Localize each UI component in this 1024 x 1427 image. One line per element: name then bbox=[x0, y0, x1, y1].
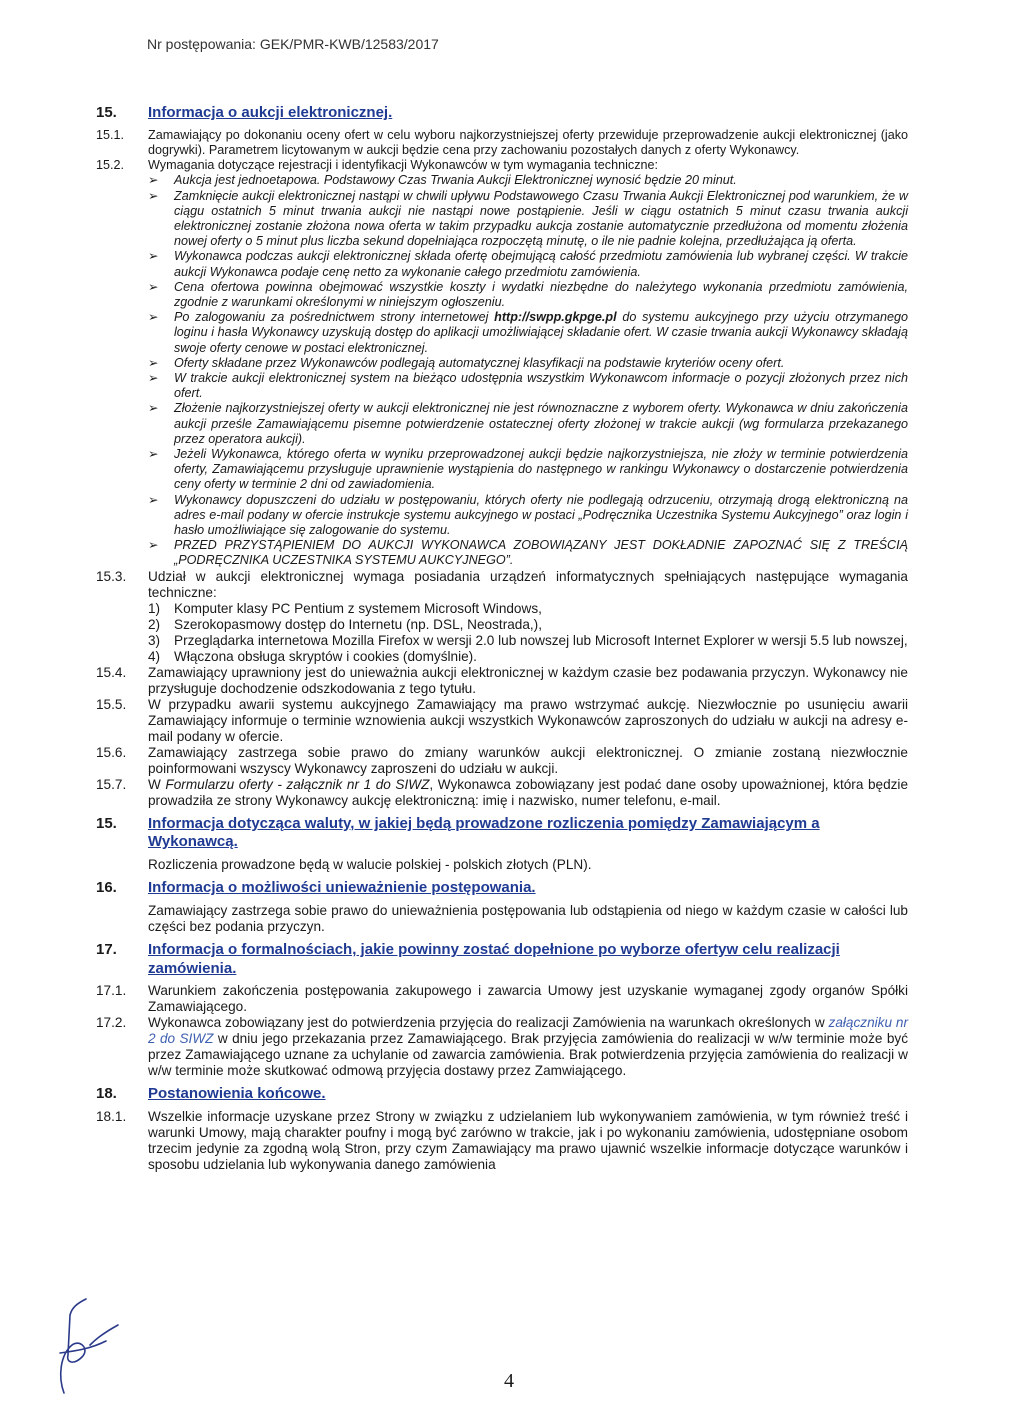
auction-url-link[interactable]: http://swpp.gkpge.pl bbox=[494, 310, 617, 325]
paragraph-text: Zamawiający zastrzega sobie prawo do unieważnienia postępowania lub odstąpienia od niego w każdym czasie w całości lub części bez podania przyczyn. bbox=[148, 902, 908, 934]
paragraph-text: Warunkiem zakończenia postępowania zakupowego i zawarcia Umowy jest uzyskanie wymaganej zgody organów Spółki Zamawiającego. bbox=[148, 983, 908, 1015]
list-item: ➢ Cena ofertowa powinna obejmować wszystkie koszty i wydatki niezbędne do należytego wykonania przedmiotu zamówienia, zgodnie z warunkami określonymi w niniejszym ogłoszeniu. bbox=[148, 279, 908, 309]
paragraph-text: Zamawiający po dokonaniu oceny ofert w celu wyboru najkorzystniejszej oferty przewiduje przeprowadzenie aukcji elektronicznej (jako dogrywki). Parametrem licytowanym w aukcji będzie cena przy zachowaniu pozostałych danych z oferty Wykonawcy. bbox=[148, 127, 908, 157]
list-item: ➢ Zamknięcie aukcji elektronicznej nastąpi w chwili upływu Podstawowego Czasu Trwania Aukcji Elektronicznej pod warunkiem, że w ciągu ostatnich 5 minut trwania aukcji nie nastąpi nowe postąpienie. Jeśli w ciągu ostatnich 5 minut czasu trwania aukcji elektronicznej zostanie złożona nowa oferta w takim przypadku aukcja zostanie automatycznie przedłużona od momentu złożenia nowej oferty o 5 minut plus liczba sekund dopełniająca rozpoczętą minutę, o ile nie padnie kolejna, przedłużająca ją oferta. bbox=[148, 188, 908, 249]
list-item: 1) Komputer klasy PC Pentium z systemem Microsoft Windows, bbox=[148, 600, 542, 616]
paragraph-number: 15.4. bbox=[96, 664, 127, 680]
section-15b-body bbox=[96, 857, 908, 873]
paragraph-number: 17.2. bbox=[96, 1015, 127, 1031]
arrow-bullet-icon: ➢ bbox=[148, 188, 159, 203]
paragraph-text: W Formularzu oferty - załącznik nr 1 do SIWZ, Wykonawca zobowiązany jest podać dane osoby upoważnionej, która będzie prowadziła ze strony Wykonawcy aukcję elektroniczną: imię i nazwisko, numer telefonu, e-mail. bbox=[148, 776, 909, 808]
list-item: ➢ Oferty składane przez Wykonawców podlegają automatycznej klasyfikacji na podstawie kryteriów oceny ofert. bbox=[148, 355, 785, 370]
document-header: Nr postępowania: GEK/PMR-KWB/12583/2017 bbox=[147, 36, 439, 52]
paragraph-number: 15.1. bbox=[96, 127, 125, 142]
list-item: 3) Przeglądarka internetowa Mozilla Firefox w wersji 2.0 lub nowszej lub Microsoft Internet Explorer w wersji 5.5 lub nowszej, bbox=[148, 632, 908, 648]
arrow-bullet-icon: ➢ bbox=[148, 492, 159, 507]
section-16-body bbox=[96, 903, 908, 935]
paragraph-text: Wykonawca zobowiązany jest do potwierdzenia przyjęcia do realizacji Zamówienia na warunkach określonych w załączniku nr 2 do SIWZ w dniu jego przekazania przez Zamawiającego. Brak przyjęcia zamówienia do realizacji w w/w terminie może być przez Zamawiającego uznane za uchylanie od zawarcia zamówienia. Brak potwierdzenia przyjęcia zamówienia do realizacji w w/w terminie może skutkować odmową przyjęcia dostawy przez Zamwiającego. bbox=[148, 1015, 908, 1079]
list-item: ➢ Jeżeli Wykonawca, którego oferta w wyniku przeprowadzonej aukcji będzie najkorzystniejsza, nie złoży w terminie potwierdzenia oferty, Zamawiającemu przysługuje uprawnienie wystąpienia do następnego w rankingu Wykonawcy o dostarczenie potwierdzenia ceny oferty w terminie 2 dni od zawiadomienia. bbox=[148, 447, 908, 492]
arrow-bullet-icon: ➢ bbox=[148, 401, 159, 416]
paragraph-number: 15.6. bbox=[96, 744, 127, 760]
section-number: 15. bbox=[96, 814, 117, 832]
paragraph-number: 15.5. bbox=[96, 696, 127, 712]
paragraph-text: Wymagania dotyczące rejestracji i identyfikacji Wykonawców w tym wymagania techniczne: bbox=[148, 158, 659, 173]
section-18-heading bbox=[96, 1085, 908, 1104]
arrow-bullet-icon: ➢ bbox=[148, 173, 159, 188]
paragraph-15-3 bbox=[96, 569, 908, 665]
list-item: ➢ W trakcie aukcji elektronicznej system na bieżąco udostępnia wszystkim Wykonawcom informacje o pozycji złożonych przez nich ofert. bbox=[148, 371, 908, 401]
arrow-bullet-icon: ➢ bbox=[148, 249, 159, 264]
paragraph-number: 15.7. bbox=[96, 776, 127, 792]
paragraph-text: Udział w aukcji elektronicznej wymaga posiadania urządzeń informatycznych spełniających następujące wymagania techniczne: bbox=[148, 568, 908, 600]
list-item: ➢ Aukcja jest jednoetapowa. Podstawowy Czas Trwania Aukcji Elektronicznej wynosić będzie 20 minut. bbox=[148, 173, 737, 188]
section-15b-heading bbox=[96, 815, 908, 853]
tech-requirements-list bbox=[148, 601, 908, 665]
paragraph-17-2 bbox=[96, 1015, 908, 1079]
section-16-heading bbox=[96, 879, 908, 898]
arrow-bullet-icon: ➢ bbox=[148, 447, 159, 462]
section-number: 15. bbox=[96, 104, 117, 121]
list-item: 4) Włączona obsługa skryptów i cookies (domyślnie). bbox=[148, 648, 477, 664]
section-17-heading bbox=[96, 941, 908, 979]
list-item: ➢ PRZED PRZYSTĄPIENIEM DO AUKCJI WYKONAWCA ZOBOWIĄZANY JEST DOKŁADNIE ZAPOZNAĆ SIĘ Z TREŚCIĄ „PODRĘCZNIKA UCZESTNIKA SYSTEMU AUKCYJNEGO”. bbox=[148, 538, 908, 568]
attachment-reference-link[interactable]: załączniku nr 2 do SIWZ bbox=[148, 1015, 908, 1047]
paragraph-15-7 bbox=[96, 777, 908, 809]
arrow-bullet-icon: ➢ bbox=[148, 538, 159, 553]
handwritten-signature bbox=[20, 1285, 130, 1395]
paragraph-text: Zamawiający zastrzega sobie prawo do zmiany warunków aukcji elektronicznej. O zmianie zostaną niezwłocznie poinformowani wszyscy Wykonawcy zaproszeni do udziału w aukcji. bbox=[148, 744, 908, 776]
paragraph-text: W przypadku awarii systemu aukcyjnego Zamawiający ma prawo wstrzymać aukcję. Niezwłocznie po usunięciu awarii Zamawiający informuje o terminie wznowienia aukcji wszystkich Wykonawców zaproszonych do udziału w aukcji na adresy e-mail podany w ofercie. bbox=[148, 696, 908, 744]
section-15-heading bbox=[96, 104, 908, 123]
section-title: Postanowienia końcowe. bbox=[148, 1085, 326, 1103]
paragraph-15-2 bbox=[96, 158, 908, 568]
document-page bbox=[96, 104, 908, 1173]
paragraph-15-1 bbox=[96, 128, 908, 158]
paragraph-18-1 bbox=[96, 1109, 908, 1173]
arrow-bullet-icon: ➢ bbox=[148, 371, 159, 385]
paragraph-number: 17.1. bbox=[96, 983, 127, 999]
list-item: ➢ Złożenie najkorzystniejszej oferty w aukcji elektronicznej nie jest równoznaczne z wyborem oferty. Wykonawca w dniu zakończenia aukcji prześle Zamawiającemu pisemne potwierdzenie ostatecznej oferty złożonej w trakcie aukcji (wg formularza przekazanego przez operatora aukcji). bbox=[148, 401, 908, 446]
section-number: 17. bbox=[96, 940, 117, 958]
list-item: 2) Szerokopasmowy dostęp do Internetu (np. DSL, Neostrada,), bbox=[148, 616, 542, 632]
list-item: ➢ Wykonawca podczas aukcji elektronicznej składa ofertę obejmującą całość przedmiotu zamówienia lub wybranej części. W trakcie aukcji Wykonawca podaje cenę netto za wykonanie całego przedmiotu zamówienia. bbox=[148, 249, 908, 279]
arrow-bullet-icon: ➢ bbox=[148, 310, 159, 325]
section-title: Informacja dotycząca waluty, w jakiej będą prowadzone rozliczenia pomiędzy Zamawiającym a Wykonawcą. bbox=[148, 814, 820, 851]
paragraph-text: Rozliczenia prowadzone będą w walucie polskiej - polskich złotych (PLN). bbox=[148, 857, 592, 873]
section-title: Informacja o formalnościach, jakie powinny zostać dopełnione po wyborze ofertyw celu realizacji zamówienia. bbox=[148, 940, 840, 977]
paragraph-number: 15.2. bbox=[96, 158, 125, 173]
section-15-tech bbox=[96, 569, 908, 1174]
section-number: 18. bbox=[96, 1085, 117, 1103]
paragraph-15-5 bbox=[96, 697, 908, 745]
list-item: ➢ Po zalogowaniu za pośrednictwem strony internetowej http://swpp.gkpge.pl do systemu aukcyjnego przy użyciu otrzymanego loginu i hasła Wykonawcy uzyskują dostęp do aplikacji umożliwiającej składanie ofert. W czasie trwania aukcji Wykonawcy składają swoje oferty cenowe w postaci elektronicznej. bbox=[148, 310, 908, 355]
section-title: Informacja o aukcji elektronicznej. bbox=[148, 104, 393, 121]
arrow-bullet-icon: ➢ bbox=[148, 279, 159, 294]
section-title: Informacja o możliwości unieważnienie postępowania. bbox=[148, 879, 536, 897]
paragraph-number: 18.1. bbox=[96, 1109, 127, 1125]
requirements-list bbox=[148, 173, 908, 568]
page-number: 4 bbox=[504, 1370, 514, 1392]
paragraph-text: Wszelkie informacje uzyskane przez Strony w związku z udzielaniem lub wykonywaniem zamówienia, w tym również treść i warunki Umowy, mają charakter poufny i mogą być zarówno w trakcie, jak i po wykonaniu zamówienia, udostępniane osobom trzecim jedynie za zgodną wolą Stron, przy czym Zamawiający ma prawo ujawnić wszelkie informacje dotyczące warunków i sposobu udzielania lub wykonywania danego zamówienia bbox=[148, 1109, 908, 1173]
paragraph-17-1 bbox=[96, 983, 908, 1015]
arrow-bullet-icon: ➢ bbox=[148, 355, 159, 370]
paragraph-text: Zamawiający uprawniony jest do unieważnia aukcji elektronicznej w każdym czasie bez podawania przyczyn. Wykonawcy nie przysługuje dochodzenie odszkodowania z tego tytułu. bbox=[148, 664, 908, 696]
paragraph-15-6 bbox=[96, 745, 908, 777]
section-number: 16. bbox=[96, 879, 117, 897]
paragraph-number: 15.3. bbox=[96, 568, 127, 584]
list-item: ➢ Wykonawcy dopuszczeni do udziału w postępowaniu, których oferty nie podlegają odrzuceniu, otrzymają drogą elektroniczną na adres e-mail podany w ofercie instrukcje systemu aukcyjnego w postaci „Podręcznika Uczestnika Systemu Aukcyjnego” oraz login i hasło umożliwiające się zalogowanie do systemu. bbox=[148, 492, 908, 538]
paragraph-15-4 bbox=[96, 665, 908, 697]
